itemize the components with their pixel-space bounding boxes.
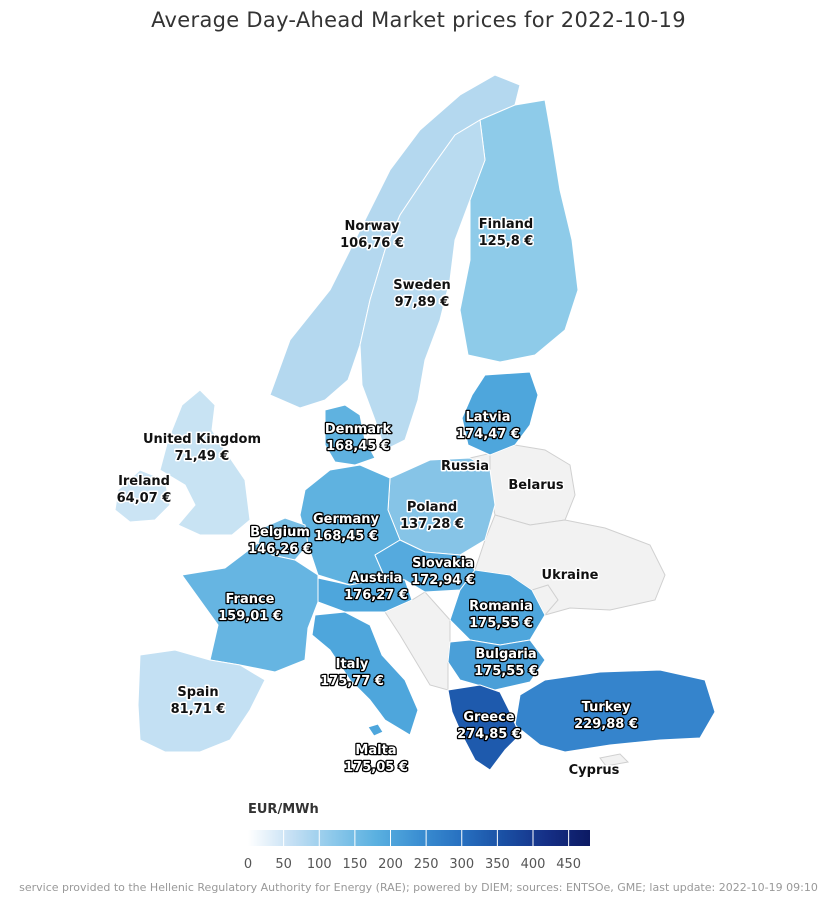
- legend-tick-label: 400: [520, 857, 546, 872]
- country-price-greece: 274,85 €: [457, 727, 521, 742]
- country-name-austria: Austria: [349, 571, 403, 586]
- country-name-belgium: Belgium: [250, 525, 310, 540]
- attribution-footer: service provided to the Hellenic Regulatory Authority for Energy (RAE); powered by DIEM; sources: ENTSOe, GME; last update: 2022-10-19 09:10: [19, 881, 818, 894]
- country-name-germany: Germany: [313, 512, 379, 527]
- legend-title: EUR/MWh: [248, 802, 319, 817]
- country-name-norway: Norway: [344, 219, 400, 234]
- country-name-latvia: Latvia: [465, 410, 511, 425]
- country-price-france: 159,01 €: [218, 609, 282, 624]
- country-price-romania: 175,55 €: [469, 616, 533, 631]
- country-price-poland: 137,28 €: [400, 517, 464, 532]
- legend-tick-label: 100: [306, 857, 332, 872]
- region-name-ukraine: Ukraine: [541, 568, 599, 583]
- country-name-ireland: Ireland: [118, 474, 170, 489]
- country-name-sweden: Sweden: [393, 278, 451, 293]
- country-name-slovakia: Slovakia: [412, 556, 474, 571]
- country-price-bulgaria: 175,55 €: [474, 664, 538, 679]
- country-price-austria: 176,27 €: [344, 588, 408, 603]
- country-name-romania: Romania: [469, 599, 533, 614]
- legend-tick-label: 450: [556, 857, 582, 872]
- country-price-malta: 175,05 €: [344, 760, 408, 775]
- country-price-spain: 81,71 €: [170, 702, 226, 717]
- country-price-norway: 106,76 €: [340, 236, 404, 251]
- country-price-denmark: 168,45 €: [326, 439, 390, 454]
- region-name-cyprus: Cyprus: [568, 763, 620, 778]
- legend-tick-label: 350: [484, 857, 510, 872]
- country-name-turkey: Turkey: [581, 700, 631, 715]
- legend-tick-label: 250: [413, 857, 439, 872]
- country-price-belgium: 146,26 €: [248, 542, 312, 557]
- country-price-italy: 175,77 €: [320, 674, 384, 689]
- country-name-italy: Italy: [335, 657, 369, 672]
- country-price-ireland: 64,07 €: [116, 491, 172, 506]
- country-price-latvia: 174,47 €: [456, 427, 520, 442]
- country-malta[interactable]: [368, 724, 383, 736]
- legend-tick-label: 50: [275, 857, 292, 872]
- country-price-sweden: 97,89 €: [394, 295, 450, 310]
- country-name-france: France: [225, 592, 275, 607]
- legend-tick-label: 300: [449, 857, 475, 872]
- country-name-bulgaria: Bulgaria: [475, 647, 537, 662]
- color-scale-legend: [240, 826, 620, 886]
- country-name-malta: Malta: [355, 743, 397, 758]
- priced-countries: [115, 75, 715, 770]
- country-price-turkey: 229,88 €: [574, 717, 638, 732]
- country-price-germany: 168,45 €: [314, 529, 378, 544]
- country-name-spain: Spain: [177, 685, 219, 700]
- region-name-belarus: Belarus: [508, 478, 564, 493]
- legend-tick-label: 150: [342, 857, 368, 872]
- map-title: Average Day-Ahead Market prices for 2022-10-19: [151, 8, 686, 32]
- legend-tick-label: 0: [243, 857, 253, 872]
- country-price-finland: 125,8 €: [478, 234, 534, 249]
- legend-tick-label: 200: [378, 857, 403, 872]
- country-name-poland: Poland: [406, 500, 458, 515]
- region-name-russia: Russia: [441, 459, 489, 474]
- country-price-slovakia: 172,94 €: [411, 573, 475, 588]
- country-name-finland: Finland: [478, 217, 534, 232]
- country-name-greece: Greece: [463, 710, 515, 725]
- legend-gradient-bar: [248, 830, 590, 846]
- country-name-united-kingdom: United Kingdom: [142, 432, 262, 447]
- country-france[interactable]: [182, 543, 318, 672]
- country-price-united-kingdom: 71,49 €: [174, 449, 230, 464]
- country-name-denmark: Denmark: [324, 422, 392, 437]
